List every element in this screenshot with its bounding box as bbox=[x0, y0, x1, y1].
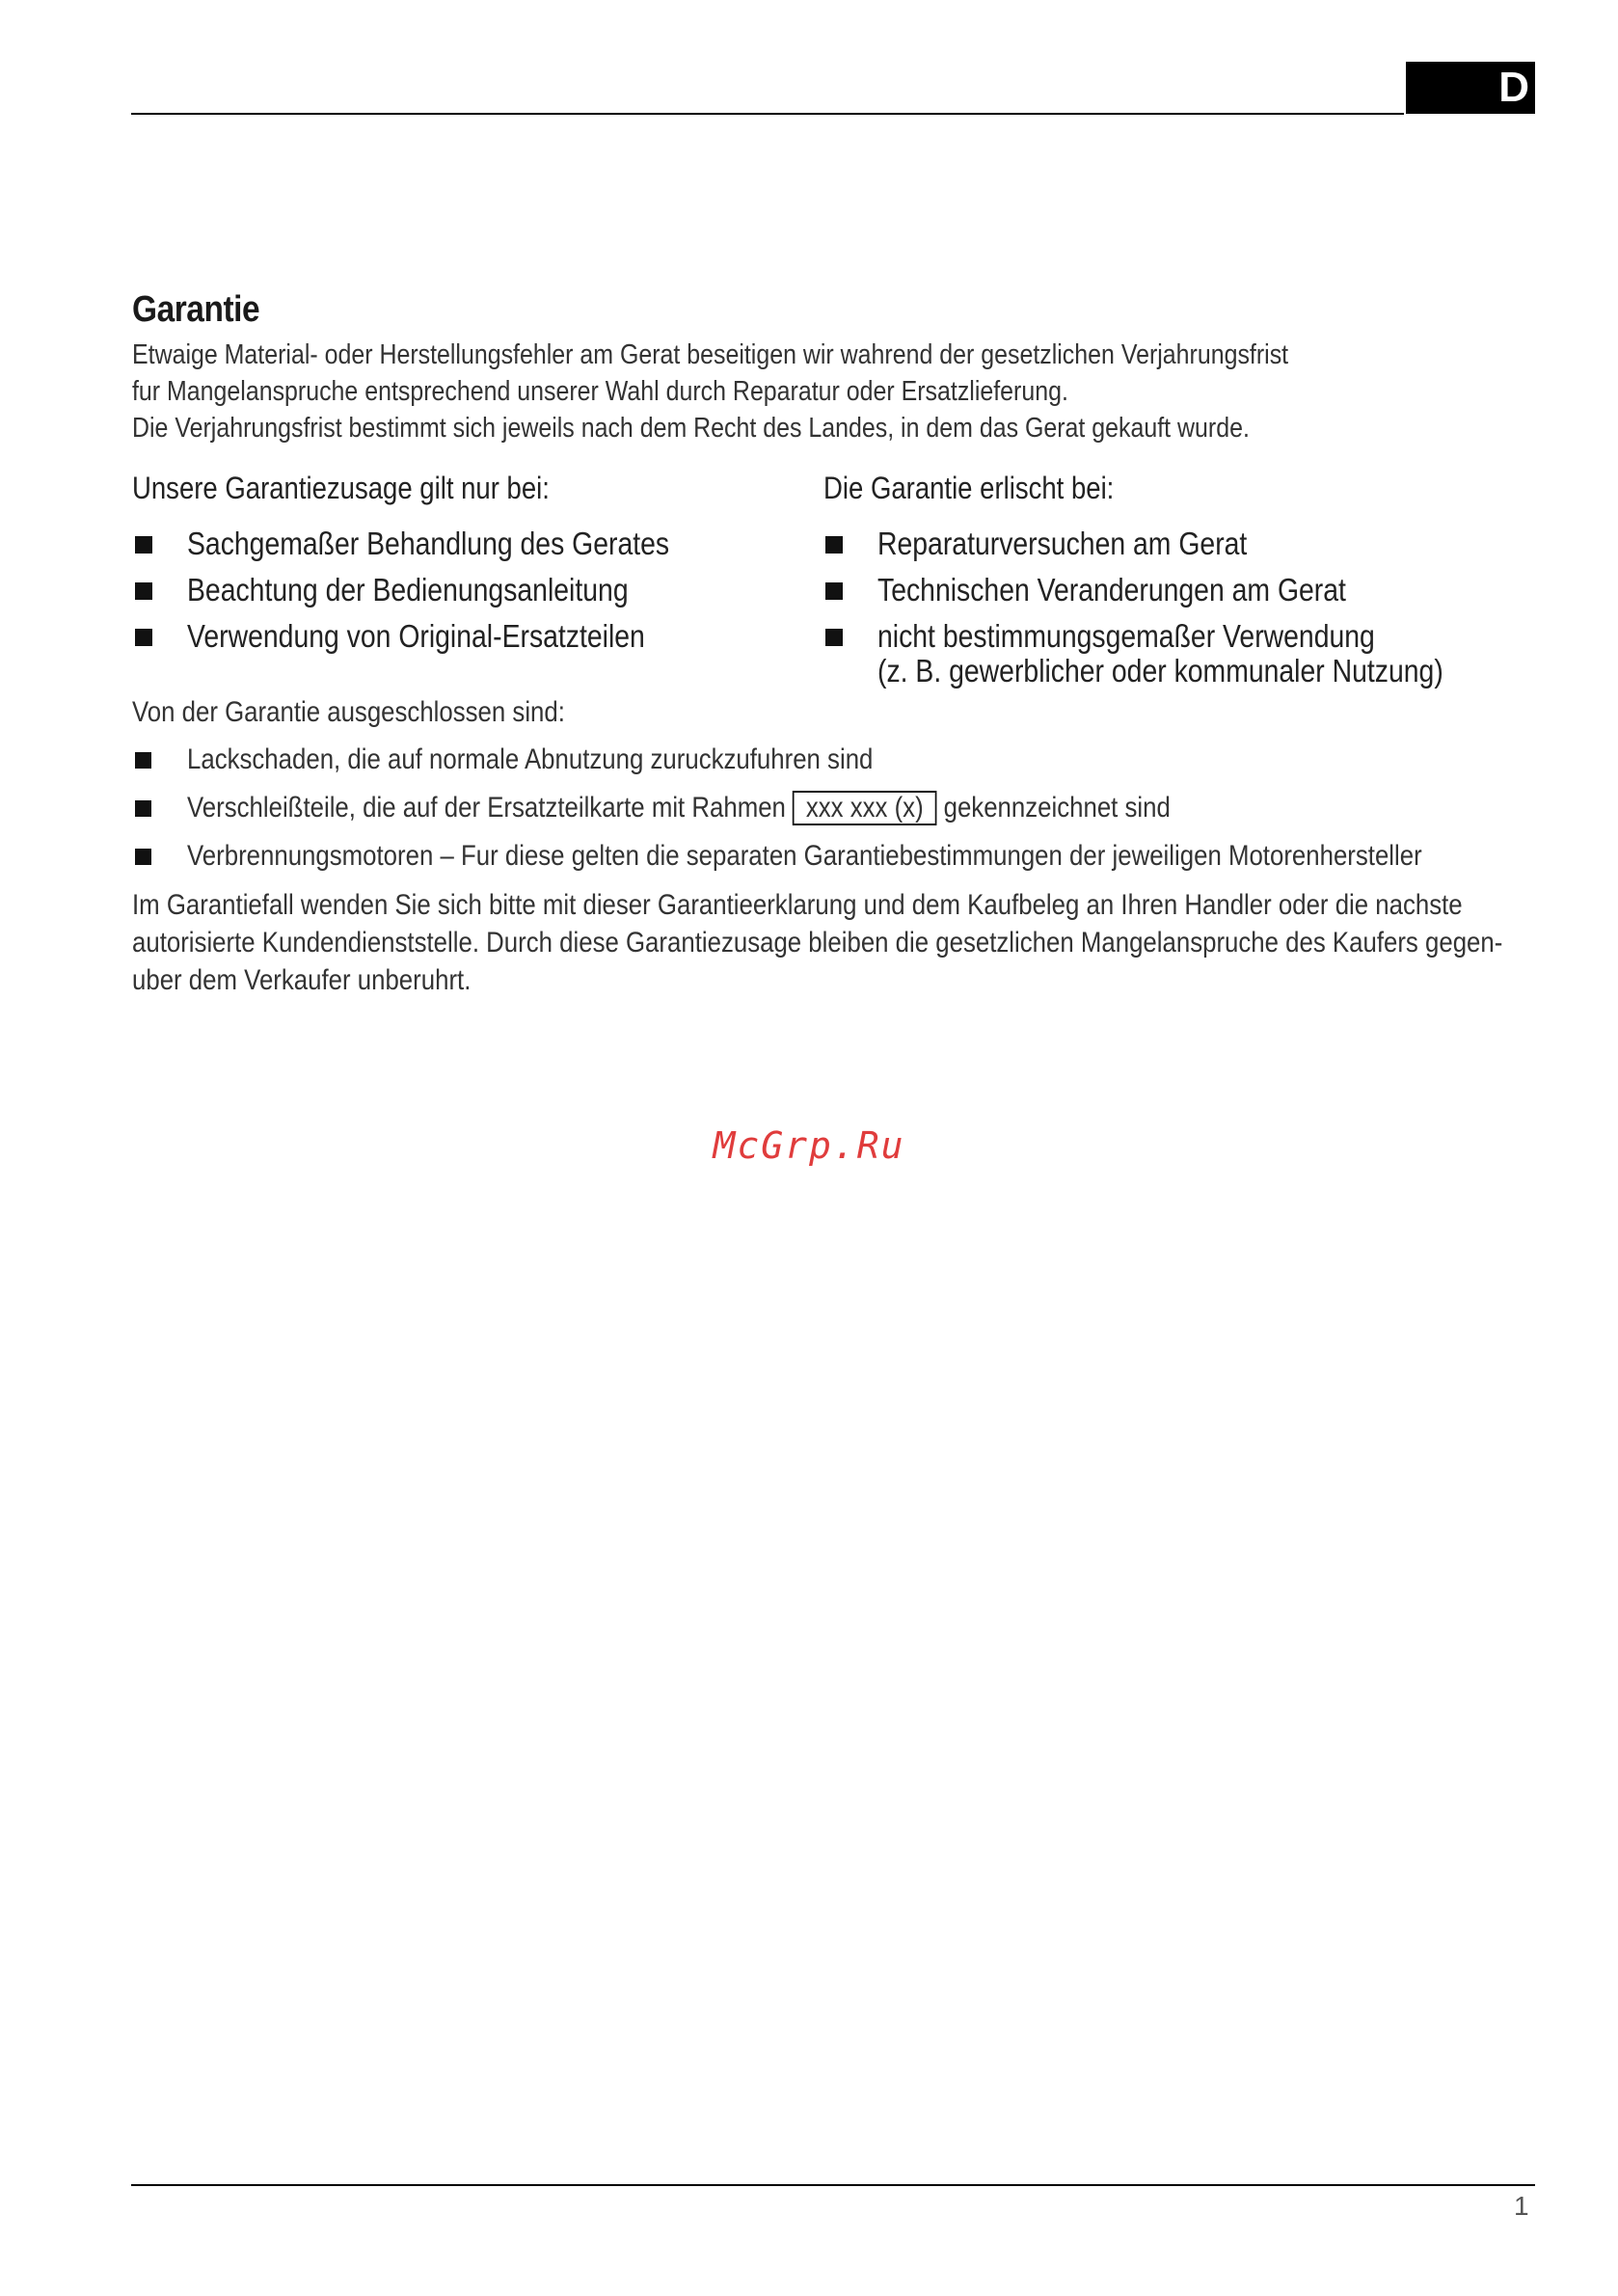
list-item-text-part: Verschleißteile, die auf der Ersatzteilkarte mit Rahmen bbox=[187, 792, 786, 824]
bullet-square-icon bbox=[135, 536, 152, 554]
bullet-square-icon bbox=[825, 629, 843, 646]
header-rule bbox=[131, 113, 1404, 115]
footer-rule bbox=[131, 2184, 1535, 2186]
bullet-square-icon bbox=[135, 582, 152, 600]
list-item-text: nicht bestimmungsgemaßer Verwendung bbox=[877, 618, 1375, 654]
part-number-frame: xxx xxx (x) bbox=[793, 791, 936, 825]
bullet-square-icon bbox=[135, 849, 151, 865]
bullet-square-icon bbox=[825, 536, 843, 554]
left-column-heading: Unsere Garantiezusage gilt nur bei: bbox=[132, 471, 550, 505]
list-item-text-continued: (z. B. gewerblicher oder kommunaler Nutzung) bbox=[877, 653, 1443, 689]
list-item-text: Reparaturversuchen am Gerat bbox=[877, 526, 1248, 561]
list-item bbox=[135, 839, 1618, 874]
bullet-square-icon bbox=[135, 800, 151, 817]
list-item-text: Technischen Veranderungen am Gerat bbox=[877, 572, 1346, 608]
intro-line: Die Verjahrungsfrist bestimmt sich jeweils nach dem Recht des Landes, in dem das Gerat gekauft wurde. bbox=[132, 413, 1250, 444]
closing-line: autorisierte Kundendienststelle. Durch diese Garantiezusage bleiben die gesetzlichen Mangelanspruche des Kaufers gegen- bbox=[132, 927, 1503, 959]
watermark: McGrp.Ru bbox=[713, 1124, 905, 1167]
list-item-text: Verbrennungsmotoren – Fur diese gelten die separaten Garantiebestimmungen der jeweiligen Motorenhersteller bbox=[187, 840, 1422, 872]
page-title: Garantie bbox=[132, 289, 260, 330]
list-item bbox=[135, 527, 748, 561]
intro-line: fur Mangelanspruche entsprechend unserer Wahl durch Reparatur oder Ersatzlieferung. bbox=[132, 376, 1068, 407]
list-item-text bbox=[187, 791, 1171, 825]
list-item bbox=[825, 573, 1422, 608]
list-item bbox=[135, 791, 1331, 825]
closing-line: Im Garantiefall wenden Sie sich bitte mit dieser Garantieerklarung und dem Kaufbeleg an Ihren Handler oder die nachste bbox=[132, 889, 1463, 921]
list-item bbox=[135, 619, 719, 654]
bullet-square-icon bbox=[825, 582, 843, 600]
list-item bbox=[825, 527, 1308, 561]
bullet-square-icon bbox=[135, 629, 152, 646]
right-column-heading: Die Garantie erlischt bei: bbox=[823, 471, 1115, 505]
list-item-text-part: gekennzeichnet sind bbox=[943, 792, 1171, 824]
list-item-text: Verwendung von Original-Ersatzteilen bbox=[187, 618, 645, 654]
list-item bbox=[825, 619, 1535, 689]
intro-line: Etwaige Material- oder Herstellungsfehler am Gerat beseitigen wir wahrend der gesetzlichen Verjahrungsfrist bbox=[132, 339, 1289, 370]
exclusions-heading: Von der Garantie ausgeschlossen sind: bbox=[132, 696, 565, 728]
language-tab: D bbox=[1406, 62, 1535, 114]
list-item bbox=[135, 573, 700, 608]
list-item bbox=[135, 743, 984, 777]
closing-line: uber dem Verkaufer unberuhrt. bbox=[132, 964, 472, 996]
list-item-text: Beachtung der Bedienungsanleitung bbox=[187, 572, 629, 608]
page-number: 1 bbox=[1514, 2191, 1529, 2221]
list-item-text: Sachgemaßer Behandlung des Gerates bbox=[187, 526, 670, 561]
list-item-text: Lackschaden, die auf normale Abnutzung zuruckzufuhren sind bbox=[187, 743, 874, 775]
bullet-square-icon bbox=[135, 752, 151, 769]
